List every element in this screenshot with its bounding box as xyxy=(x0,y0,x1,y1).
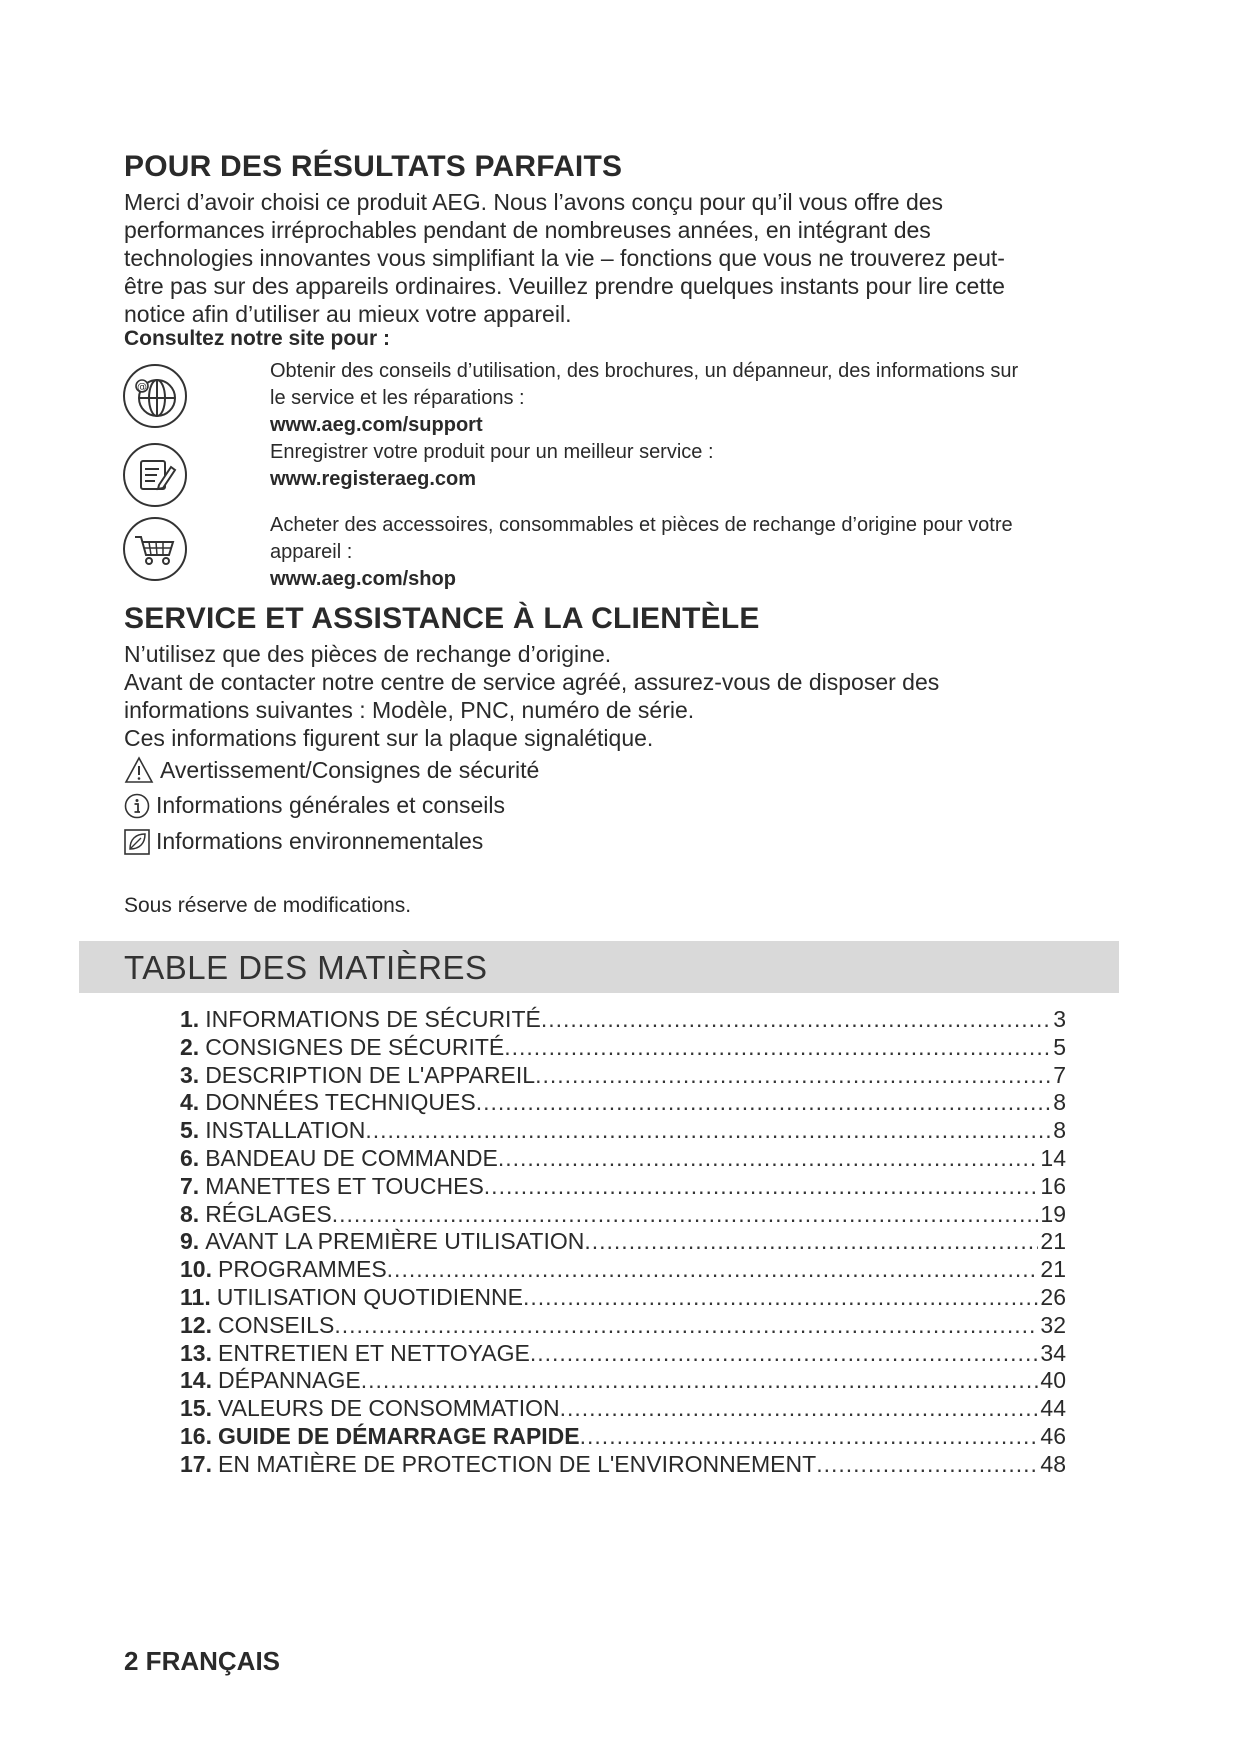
intro-line: performances irréprochables pendant de nombreuses années, en intégrant des xyxy=(124,217,931,243)
warning-icon xyxy=(124,756,154,784)
toc-entry-page: 19 xyxy=(1040,1200,1066,1227)
toc-entry[interactable] xyxy=(180,1256,1066,1284)
intro-line: Merci d’avoir choisi ce produit AEG. Nous l’avons conçu pour qu’il vous offre des xyxy=(124,189,944,215)
toc-entry-title: EN MATIÈRE DE PROTECTION DE L'ENVIRONNEMENT xyxy=(217,1450,817,1477)
toc-entry-page: 3 xyxy=(1053,1006,1066,1032)
site-text-line: Enregistrer votre produit pour un meilleur service : xyxy=(270,441,714,463)
toc-entry[interactable] xyxy=(180,1340,1066,1368)
service-line: informations suivantes : Modèle, PNC, numéro de série. xyxy=(124,697,695,723)
consult-label: Consultez notre site pour : xyxy=(124,327,391,350)
toc-leader-dots xyxy=(387,1256,1039,1283)
toc-entry-title: PROGRAMMES xyxy=(217,1256,387,1283)
toc-entry-page: 5 xyxy=(1053,1033,1066,1060)
toc-leader-dots xyxy=(476,1089,1052,1116)
toc-entry[interactable] xyxy=(180,1145,1066,1173)
toc-title: TABLE DES MATIÈRES xyxy=(124,949,488,986)
shopping-cart-icon xyxy=(121,515,189,583)
toc-leader-dots xyxy=(361,1367,1039,1394)
toc-entry-title: UTILISATION QUOTIDIENNE xyxy=(216,1283,523,1310)
toc-entry-title: AVANT LA PREMIÈRE UTILISATION xyxy=(205,1228,585,1255)
toc-entry[interactable] xyxy=(180,1395,1066,1423)
toc-leader-dots xyxy=(530,1340,1039,1367)
toc-entry-page: 48 xyxy=(1040,1450,1066,1477)
toc-leader-dots xyxy=(541,1006,1051,1033)
support-link[interactable]: www.aeg.com/support xyxy=(270,414,483,436)
modification-notice: Sous réserve de modifications. xyxy=(124,894,412,917)
service-paragraph xyxy=(124,640,1104,752)
toc-entry-page: 40 xyxy=(1040,1367,1066,1394)
toc-entry-title: INFORMATIONS DE SÉCURITÉ xyxy=(205,1006,541,1032)
toc-entry[interactable] xyxy=(180,1228,1066,1256)
site-text-line: Obtenir des conseils d’utilisation, des brochures, un dépanneur, des informations sur xyxy=(270,360,1019,382)
toc-entry-title: MANETTES ET TOUCHES xyxy=(205,1172,484,1199)
register-icon xyxy=(121,441,189,509)
toc-entry-number: 2. xyxy=(180,1033,200,1060)
toc-entry-page: 34 xyxy=(1040,1339,1066,1366)
toc-entry-title: GUIDE DE DÉMARRAGE RAPIDE xyxy=(217,1422,580,1449)
intro-paragraph xyxy=(124,188,1104,328)
legend-label: Informations générales et conseils xyxy=(156,792,506,818)
toc-entry-number: 12. xyxy=(180,1311,212,1338)
toc-entry-page: 7 xyxy=(1053,1061,1066,1088)
legend-label: Avertissement/Consignes de sécurité xyxy=(160,756,540,783)
register-link[interactable]: www.registeraeg.com xyxy=(270,468,476,490)
service-line: Avant de contacter notre centre de service agréé, assurez-vous de disposer des xyxy=(124,669,940,695)
intro-line: être pas sur des appareils ordinaires. Veuillez prendre quelques instants pour lire cette xyxy=(124,273,1005,299)
toc-entry-number: 13. xyxy=(180,1339,212,1366)
globe-icon xyxy=(121,362,189,430)
toc-entry-number: 9. xyxy=(180,1228,200,1255)
toc-entry[interactable] xyxy=(180,1062,1066,1090)
info-icon xyxy=(124,793,150,819)
toc-entry-title: ENTRETIEN ET NETTOYAGE xyxy=(217,1339,530,1366)
service-line: Ces informations figurent sur la plaque signalétique. xyxy=(124,725,654,751)
toc-entry-title: CONSEILS xyxy=(217,1311,335,1338)
toc-entry-title: DESCRIPTION DE L'APPAREIL xyxy=(205,1061,536,1088)
toc-entry[interactable] xyxy=(180,1201,1066,1229)
toc-entry[interactable] xyxy=(180,1423,1066,1451)
site-shop xyxy=(270,512,1120,593)
toc-entry-title: BANDEAU DE COMMANDE xyxy=(205,1144,498,1171)
section-title-service: SERVICE ET ASSISTANCE À LA CLIENTÈLE xyxy=(124,602,760,635)
toc-entry-page: 8 xyxy=(1053,1089,1066,1116)
toc-entry-number: 10. xyxy=(180,1256,212,1283)
toc-entry-number: 7. xyxy=(180,1172,200,1199)
toc-entry[interactable] xyxy=(180,1173,1066,1201)
toc-entry-page: 16 xyxy=(1040,1172,1066,1199)
toc-entry-number: 6. xyxy=(180,1144,200,1171)
legend-environment xyxy=(124,828,483,855)
toc-leader-dots xyxy=(535,1062,1051,1089)
shop-link[interactable]: www.aeg.com/shop xyxy=(270,568,456,590)
toc-entry-number: 4. xyxy=(180,1089,200,1116)
legend-warning xyxy=(124,756,539,784)
site-text-line: le service et les réparations : xyxy=(270,387,525,409)
toc-entry-number: 8. xyxy=(180,1200,200,1227)
toc-leader-dots xyxy=(498,1145,1039,1172)
toc-entry-title: VALEURS DE CONSOMMATION xyxy=(217,1395,560,1422)
toc-entry[interactable] xyxy=(180,1284,1066,1312)
toc-entry[interactable] xyxy=(180,1117,1066,1145)
site-support xyxy=(270,358,1120,439)
toc-entry-number: 17. xyxy=(180,1450,212,1477)
toc-entry-page: 14 xyxy=(1040,1144,1066,1171)
toc-entry-title: CONSIGNES DE SÉCURITÉ xyxy=(205,1033,505,1060)
svg-text:@: @ xyxy=(137,382,147,393)
site-text-line: appareil : xyxy=(270,541,353,563)
intro-line: notice afin d’utiliser au mieux votre appareil. xyxy=(124,301,572,327)
toc-leader-dots xyxy=(365,1117,1051,1144)
toc-entry-number: 14. xyxy=(180,1367,212,1394)
toc-entry-page: 8 xyxy=(1053,1117,1066,1144)
site-text-line: Acheter des accessoires, consommables et pièces de rechange d’origine pour votre xyxy=(270,514,1013,536)
toc-entry-number: 3. xyxy=(180,1061,200,1088)
toc-entry-number: 11. xyxy=(180,1283,211,1310)
toc-leader-dots xyxy=(816,1451,1038,1478)
toc-entry-number: 1. xyxy=(180,1006,200,1032)
toc-entry-title: INSTALLATION xyxy=(205,1117,366,1144)
toc-entry[interactable] xyxy=(180,1367,1066,1395)
section-title-results: POUR DES RÉSULTATS PARFAITS xyxy=(124,150,623,183)
toc-entry-title: DONNÉES TECHNIQUES xyxy=(205,1089,476,1116)
toc-entry[interactable] xyxy=(180,1034,1066,1062)
leaf-icon xyxy=(124,829,150,855)
toc-entry-page: 32 xyxy=(1040,1311,1066,1338)
toc-leader-dots xyxy=(484,1173,1039,1200)
toc-entry[interactable] xyxy=(180,1312,1066,1340)
page-footer: 2 FRANÇAIS xyxy=(124,1646,281,1676)
toc-entry-page: 26 xyxy=(1040,1283,1066,1310)
toc-leader-dots xyxy=(523,1284,1038,1311)
toc-leader-dots xyxy=(334,1312,1038,1339)
toc-entry[interactable] xyxy=(180,1451,1066,1479)
table-of-contents xyxy=(180,1006,1066,1479)
toc-entry-title: RÉGLAGES xyxy=(205,1200,332,1227)
site-register xyxy=(270,439,1120,493)
toc-entry-number: 5. xyxy=(180,1117,200,1144)
toc-leader-dots xyxy=(580,1423,1039,1450)
toc-entry-page: 21 xyxy=(1040,1228,1066,1255)
toc-leader-dots xyxy=(584,1228,1038,1255)
toc-entry-page: 21 xyxy=(1040,1256,1066,1283)
intro-line: technologies innovantes vous simplifiant la vie – fonctions que vous ne trouverez peut- xyxy=(124,245,1005,271)
toc-entry[interactable] xyxy=(180,1089,1066,1117)
legend-label: Informations environnementales xyxy=(156,828,484,854)
legend-info xyxy=(124,792,505,819)
service-line: N’utilisez que des pièces de rechange d’origine. xyxy=(124,641,612,667)
toc-leader-dots xyxy=(504,1034,1051,1061)
toc-entry[interactable] xyxy=(180,1006,1066,1034)
toc-header xyxy=(79,941,1119,993)
toc-leader-dots xyxy=(332,1201,1039,1228)
toc-leader-dots xyxy=(560,1395,1039,1422)
toc-entry-page: 44 xyxy=(1040,1395,1066,1422)
toc-entry-title: DÉPANNAGE xyxy=(217,1367,361,1394)
toc-entry-number: 15. xyxy=(180,1395,212,1422)
toc-entry-number: 16. xyxy=(180,1422,212,1449)
toc-entry-page: 46 xyxy=(1040,1422,1066,1449)
